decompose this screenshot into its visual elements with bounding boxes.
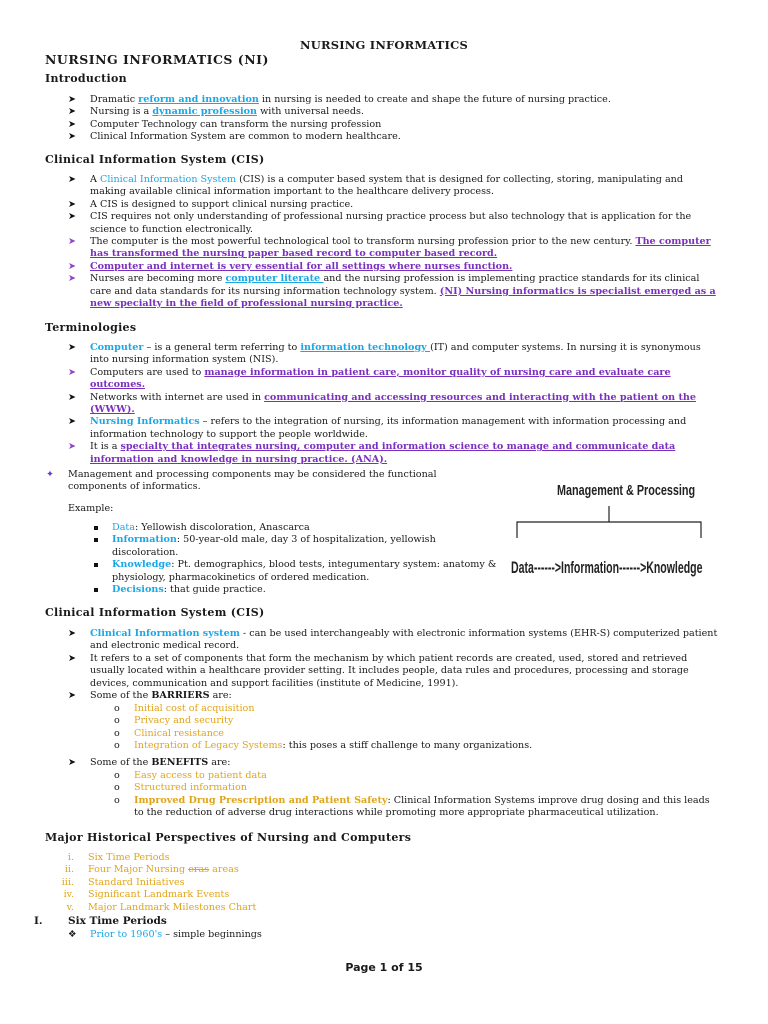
list-item: ➤ A Clinical Information System (CIS) is a computer based system that is designed for collecting, storing, manipulating and making available clinical information important to the healthcare delivery process. xyxy=(68,174,683,198)
circle-bullet-icon: o xyxy=(114,703,120,714)
list-item: ➤ Nursing Informatics – refers to the integration of nursing, its information management with information processing and information technology to support the people worldwide. xyxy=(68,416,687,440)
list-item: ➤ Some of the BENEFITS are: xyxy=(68,757,231,768)
arrow-bullet-icon: ➤ xyxy=(68,131,77,143)
arrow-bullet-icon: ➤ xyxy=(68,416,77,428)
informatics-diagram xyxy=(505,478,720,588)
list-item: ➤ Nursing is a dynamic profession with universal needs. xyxy=(68,106,364,118)
terminologies-list xyxy=(68,342,718,466)
section-heading: Six Time Periods xyxy=(68,915,167,927)
diamond-bullet-icon: ✦ xyxy=(46,469,55,480)
page-number: Page 1 of 15 xyxy=(345,961,423,974)
arrow-bullet-icon: ➤ xyxy=(68,174,77,185)
circle-bullet-icon: o xyxy=(114,727,120,739)
example-label: Example: xyxy=(68,503,114,514)
list-item: iii. Standard Initiatives xyxy=(61,876,185,888)
list-item: ➤ Clinical Information system - can be used interchangeably with electronic information systems (EHR-S) computerized patient and electronic medical record. xyxy=(68,628,718,652)
cis-list xyxy=(68,174,718,310)
list-item: ii. Four Major Nursing eras areas xyxy=(64,864,239,876)
list-item: ➤ Computer and internet is very essential for all settings where nurses function. xyxy=(68,260,513,272)
circle-bullet-icon: o xyxy=(114,740,120,752)
arrow-bullet-icon: ➤ xyxy=(68,391,77,403)
list-item: Knowledge: Pt. demographics, blood tests, integumentary system: anatomy & physiology, pharmacokinetics of ordered medication. xyxy=(92,559,502,584)
list-item: v. Major Landmark Milestones Chart xyxy=(66,901,257,913)
arrow-bullet-icon: ➤ xyxy=(68,118,77,130)
arrow-bullet-icon: ➤ xyxy=(68,628,77,639)
list-item: Data: Yellowish discoloration, Anascarca xyxy=(92,522,502,534)
example-list xyxy=(92,522,502,596)
list-item: i. Six Time Periods xyxy=(67,852,170,863)
main-heading: NURSING INFORMATICS (NI) xyxy=(45,52,269,67)
list-item: ➤ It refers to a set of components that form the mechanism by which patient records are created, used, stored and retrieved usually located within a healthcare provider setting. It includes people, data rules and procedures, processing and storage devices, communication and support facilities (institute of Medicine, 1991). xyxy=(68,652,689,689)
cis-heading: Clinical Information System (CIS) xyxy=(45,153,265,166)
circle-bullet-icon: o xyxy=(114,770,120,781)
document-title: NURSING INFORMATICS xyxy=(300,38,468,52)
arrow-bullet-icon: ➤ xyxy=(68,211,77,223)
arrow-bullet-icon: ➤ xyxy=(68,106,77,118)
square-bullet-icon xyxy=(94,588,98,592)
diagram-bottom-label: Data------>Information------>Knowledge xyxy=(511,558,703,577)
circle-bullet-icon: o xyxy=(114,715,120,727)
list-item: o Easy access to patient data xyxy=(114,770,267,781)
list-item: ➤ Nurses are becoming more computer literate and the nursing profession is implementing practice standards for its clinical care and data standards for its nursing information technology system. (NI) Nursing informatics is specialist emerged as a new specialty in the field of professional nursing practice. xyxy=(68,273,716,310)
arrow-bullet-icon: ➤ xyxy=(68,94,77,105)
arrow-bullet-icon: ➤ xyxy=(68,198,77,210)
square-bullet-icon xyxy=(94,563,98,567)
arrow-bullet-icon: ➤ xyxy=(68,652,77,664)
list-item: ➤ It is a specialty that integrates nursing, computer and information science to manage and communicate data information and knowledge in nursing practice. (ANA). xyxy=(68,441,676,465)
historical-heading: Major Historical Perspectives of Nursing and Computers xyxy=(45,831,412,844)
list-item: o Clinical resistance xyxy=(114,727,224,739)
circle-bullet-icon: o xyxy=(114,794,120,806)
list-item: ➤ Clinical Information System are common to modern healthcare. xyxy=(68,131,401,143)
arrow-bullet-icon: ➤ xyxy=(68,260,77,272)
intro-heading: Introduction xyxy=(45,72,127,85)
diamond-bullet-icon: ❖ xyxy=(68,929,77,940)
list-item: o Privacy and security xyxy=(114,715,234,727)
cis-heading-2: Clinical Information System (CIS) xyxy=(45,606,265,619)
arrow-bullet-icon: ➤ xyxy=(68,757,77,768)
cis-list-2 xyxy=(68,628,718,702)
list-item: ➤ CIS requires not only understanding of professional nursing practice process but also technology that is application for the science to function electronically. xyxy=(68,211,692,235)
list-item: o Initial cost of acquisition xyxy=(114,703,255,714)
arrow-bullet-icon: ➤ xyxy=(68,342,77,353)
arrow-bullet-icon: ➤ xyxy=(68,690,77,702)
list-item: ➤ Computer Technology can transform the nursing profession xyxy=(68,118,382,130)
intro-list xyxy=(68,94,718,144)
terminologies-heading: Terminologies xyxy=(45,321,137,334)
list-item: o Improved Drug Prescription and Patient Safety: Clinical Information Systems improve drug dosing and this leads to the reduction of adverse drug interactions while promoting more appropriate pharmaceutical utilization. xyxy=(114,794,710,819)
circle-bullet-icon: o xyxy=(114,782,120,794)
barriers-list xyxy=(114,703,714,753)
list-item: ➤ Computer – is a general term referring to information technology (IT) and computer systems. In nursing it is synonymous into nursing information system (NIS). xyxy=(68,342,701,366)
benefits-intro xyxy=(68,757,718,769)
list-item: ➤ Networks with internet are used in communicating and accessing resources and interacting with the patient on the (WWW). xyxy=(68,391,696,416)
list-item: o Integration of Legacy Systems: this poses a stiff challenge to many organizations. xyxy=(114,740,533,752)
diagram-top-label: Management & Processing xyxy=(557,482,696,499)
list-item: Information: 50-year-old male, day 3 of hospitalization, yellowish discoloration. xyxy=(92,534,502,559)
management-note: ✦ Management and processing components may be considered the functional components of informatics. xyxy=(46,469,437,493)
list-item: ➤ The computer is the most powerful technological tool to transform nursing profession prior to the new century. The computer has transformed the nursing paper based record to computer based record. xyxy=(68,236,711,260)
list-item: ➤ Computers are used to manage information in patient care, monitor quality of nursing care and evaluate care outcomes. xyxy=(68,366,671,391)
list-item: Decisions: that guide practice. xyxy=(92,584,502,596)
section-item: ❖ Prior to 1960's – simple beginnings xyxy=(68,929,262,940)
list-item: ➤ Dramatic reform and innovation in nursing is needed to create and shape the future of nursing practice. xyxy=(68,94,611,105)
section-number: I. xyxy=(34,915,43,927)
historical-list xyxy=(58,852,458,914)
arrow-bullet-icon: ➤ xyxy=(68,273,77,285)
list-item: iv. Significant Landmark Events xyxy=(63,889,230,901)
arrow-bullet-icon: ➤ xyxy=(68,441,77,453)
arrow-bullet-icon: ➤ xyxy=(68,366,77,378)
list-item: o Structured information xyxy=(114,782,247,794)
square-bullet-icon xyxy=(94,526,98,530)
arrow-bullet-icon: ➤ xyxy=(68,236,77,248)
list-item: ➤ A CIS is designed to support clinical nursing practice. xyxy=(68,198,354,210)
benefits-list xyxy=(114,770,714,820)
square-bullet-icon xyxy=(94,538,98,542)
list-item: ➤ Some of the BARRIERS are: xyxy=(68,690,232,702)
